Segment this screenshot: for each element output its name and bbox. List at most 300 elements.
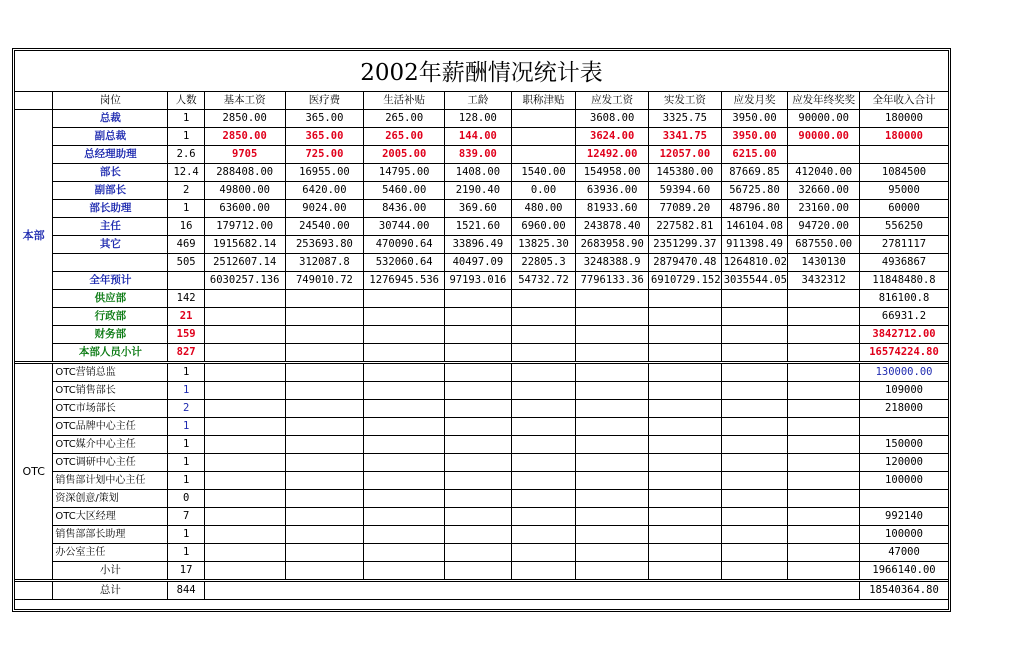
value-cell: 1521.60 — [445, 218, 512, 236]
table-row — [15, 290, 949, 308]
value-cell: 6030257.136 — [204, 272, 285, 290]
value-cell — [445, 562, 512, 581]
value-cell — [788, 508, 860, 526]
value-cell: 6420.00 — [285, 182, 364, 200]
table-row — [15, 454, 949, 472]
value-cell — [788, 146, 860, 164]
value-cell — [649, 562, 722, 581]
value-cell — [511, 490, 576, 508]
value-cell: 265.00 — [364, 128, 445, 146]
value-cell — [721, 490, 788, 508]
position-label: 主任 — [53, 218, 168, 236]
value-cell: 2781117 — [860, 236, 949, 254]
total-cell — [860, 490, 949, 508]
position-label: 部长助理 — [53, 200, 168, 218]
value-cell — [721, 344, 788, 363]
value-cell — [204, 290, 285, 308]
value-cell — [721, 363, 788, 382]
value-cell — [649, 436, 722, 454]
value-cell: 11848480.8 — [860, 272, 949, 290]
value-cell — [204, 562, 285, 581]
value-cell — [576, 562, 649, 581]
value-cell: 14795.00 — [364, 164, 445, 182]
column-header: 基本工资 — [204, 92, 285, 110]
value-cell — [576, 490, 649, 508]
value-cell: 12057.00 — [649, 146, 722, 164]
value-cell — [649, 544, 722, 562]
position-label: 销售部计划中心主任 — [53, 472, 168, 490]
value-cell: 33896.49 — [445, 236, 512, 254]
value-cell — [511, 382, 576, 400]
position-label: OTC销售部长 — [53, 382, 168, 400]
headcount-cell: 12.4 — [168, 164, 204, 182]
value-cell — [511, 436, 576, 454]
value-cell — [576, 418, 649, 436]
value-cell: 180000 — [860, 110, 949, 128]
value-cell: 59394.60 — [649, 182, 722, 200]
value-cell: 49800.00 — [204, 182, 285, 200]
value-cell — [204, 544, 285, 562]
value-cell — [364, 290, 445, 308]
table-row — [15, 200, 949, 218]
value-cell: 369.60 — [445, 200, 512, 218]
headcount-cell: 1 — [168, 128, 204, 146]
value-cell — [204, 344, 285, 363]
value-cell: 2850.00 — [204, 128, 285, 146]
value-cell — [576, 436, 649, 454]
value-cell — [576, 308, 649, 326]
value-cell — [204, 400, 285, 418]
value-cell: 365.00 — [285, 110, 364, 128]
value-cell — [649, 344, 722, 363]
value-cell — [204, 526, 285, 544]
value-cell — [721, 418, 788, 436]
value-cell — [721, 326, 788, 344]
total-cell: 109000 — [860, 382, 949, 400]
value-cell: 365.00 — [285, 128, 364, 146]
value-cell: 412040.00 — [788, 164, 860, 182]
value-cell — [788, 344, 860, 363]
value-cell — [649, 308, 722, 326]
value-cell: 1915682.14 — [204, 236, 285, 254]
headcount-cell: 1 — [168, 418, 204, 436]
table-row — [15, 400, 949, 418]
value-cell — [721, 290, 788, 308]
value-cell: 144.00 — [445, 128, 512, 146]
value-cell — [649, 400, 722, 418]
headcount-cell: 2 — [168, 182, 204, 200]
value-cell — [445, 344, 512, 363]
value-cell: 95000 — [860, 182, 949, 200]
position-label: 部长 — [53, 164, 168, 182]
headcount-cell: 16 — [168, 218, 204, 236]
value-cell: 532060.64 — [364, 254, 445, 272]
value-cell — [511, 418, 576, 436]
value-cell — [788, 562, 860, 581]
headcount-cell: 844 — [168, 581, 204, 600]
value-cell — [511, 363, 576, 382]
value-cell — [445, 490, 512, 508]
value-cell — [364, 436, 445, 454]
value-cell: 2879470.48 — [649, 254, 722, 272]
position-label: 供应部 — [53, 290, 168, 308]
value-cell — [285, 326, 364, 344]
value-cell — [285, 508, 364, 526]
headcount-cell: 142 — [168, 290, 204, 308]
value-cell — [788, 382, 860, 400]
position-label: 小计 — [53, 562, 168, 581]
value-cell: 3432312 — [788, 272, 860, 290]
value-cell — [511, 326, 576, 344]
value-cell: 63936.00 — [576, 182, 649, 200]
total-cell: 47000 — [860, 544, 949, 562]
value-cell: 40497.09 — [445, 254, 512, 272]
value-cell — [445, 454, 512, 472]
position-label: OTC品牌中心主任 — [53, 418, 168, 436]
value-cell — [721, 562, 788, 581]
value-cell: 5460.00 — [364, 182, 445, 200]
value-cell: 0.00 — [511, 182, 576, 200]
value-cell: 32660.00 — [788, 182, 860, 200]
value-cell — [204, 382, 285, 400]
value-cell — [445, 290, 512, 308]
value-cell — [285, 418, 364, 436]
position-label: 办公室主任 — [53, 544, 168, 562]
value-cell: 16955.00 — [285, 164, 364, 182]
salary-table — [14, 91, 949, 600]
table-row — [15, 182, 949, 200]
value-cell — [576, 454, 649, 472]
value-cell — [285, 290, 364, 308]
position-label: 资深创意/策划 — [53, 490, 168, 508]
value-cell: 1540.00 — [511, 164, 576, 182]
value-cell: 56725.80 — [721, 182, 788, 200]
headcount-cell: 17 — [168, 562, 204, 581]
value-cell: 2850.00 — [204, 110, 285, 128]
table-row — [15, 418, 949, 436]
value-cell: 60000 — [860, 200, 949, 218]
headcount-cell: 21 — [168, 308, 204, 326]
value-cell — [445, 526, 512, 544]
value-cell — [445, 508, 512, 526]
value-cell: 687550.00 — [788, 236, 860, 254]
value-cell: 128.00 — [445, 110, 512, 128]
total-cell: 992140 — [860, 508, 949, 526]
value-cell — [649, 326, 722, 344]
position-label: 销售部部长助理 — [53, 526, 168, 544]
position-label: OTC大区经理 — [53, 508, 168, 526]
table-row — [15, 128, 949, 146]
value-cell — [204, 436, 285, 454]
table-row — [15, 272, 949, 290]
value-cell — [364, 363, 445, 382]
value-cell: 2683958.90 — [576, 236, 649, 254]
value-cell: 6215.00 — [721, 146, 788, 164]
value-cell: 24540.00 — [285, 218, 364, 236]
value-cell — [285, 308, 364, 326]
headcount-cell: 1 — [168, 200, 204, 218]
column-header: 实发工资 — [649, 92, 722, 110]
headcount-cell: 1 — [168, 472, 204, 490]
column-header: 工龄 — [445, 92, 512, 110]
value-cell — [649, 454, 722, 472]
value-cell — [511, 526, 576, 544]
value-cell — [788, 454, 860, 472]
value-cell: 13825.30 — [511, 236, 576, 254]
column-header: 岗位 — [53, 92, 168, 110]
value-cell: 3325.75 — [649, 110, 722, 128]
position-label: 全年预计 — [53, 272, 168, 290]
value-cell — [576, 344, 649, 363]
headcount-cell: 1 — [168, 363, 204, 382]
value-cell — [788, 544, 860, 562]
value-cell — [285, 454, 364, 472]
value-cell — [721, 544, 788, 562]
value-cell — [204, 581, 859, 600]
value-cell: 94720.00 — [788, 218, 860, 236]
value-cell — [204, 418, 285, 436]
table-row — [15, 382, 949, 400]
table-row — [15, 308, 949, 326]
group-label-otc: OTC — [15, 363, 53, 581]
value-cell — [364, 418, 445, 436]
value-cell: 7796133.36 — [576, 272, 649, 290]
position-label: OTC营销总监 — [53, 363, 168, 382]
value-cell: 1408.00 — [445, 164, 512, 182]
value-cell — [649, 490, 722, 508]
value-cell: 23160.00 — [788, 200, 860, 218]
value-cell: 253693.80 — [285, 236, 364, 254]
value-cell: 154958.00 — [576, 164, 649, 182]
value-cell: 3341.75 — [649, 128, 722, 146]
value-cell: 2005.00 — [364, 146, 445, 164]
value-cell: 3950.00 — [721, 110, 788, 128]
value-cell — [364, 508, 445, 526]
value-cell: 2512607.14 — [204, 254, 285, 272]
total-cell: 150000 — [860, 436, 949, 454]
position-label: 总计 — [53, 581, 168, 600]
value-cell — [511, 290, 576, 308]
value-cell — [511, 508, 576, 526]
value-cell: 48796.80 — [721, 200, 788, 218]
total-cell: 1966140.00 — [860, 562, 949, 581]
headcount-cell: 827 — [168, 344, 204, 363]
total-cell: 100000 — [860, 526, 949, 544]
position-label: OTC调研中心主任 — [53, 454, 168, 472]
value-cell: 2190.40 — [445, 182, 512, 200]
value-cell — [285, 436, 364, 454]
value-cell: 265.00 — [364, 110, 445, 128]
value-cell: 288408.00 — [204, 164, 285, 182]
value-cell: 1276945.536 — [364, 272, 445, 290]
value-cell — [860, 146, 949, 164]
value-cell: 2351299.37 — [649, 236, 722, 254]
position-label: 本部人员小计 — [53, 344, 168, 363]
value-cell — [204, 454, 285, 472]
headcount-cell: 1 — [168, 544, 204, 562]
value-cell — [204, 490, 285, 508]
value-cell — [204, 326, 285, 344]
position-label: OTC市场部长 — [53, 400, 168, 418]
value-cell — [285, 382, 364, 400]
value-cell: 470090.64 — [364, 236, 445, 254]
value-cell — [649, 290, 722, 308]
headcount-cell: 1 — [168, 526, 204, 544]
headcount-cell: 1 — [168, 382, 204, 400]
value-cell — [721, 308, 788, 326]
value-cell — [721, 382, 788, 400]
value-cell — [445, 436, 512, 454]
value-cell: 6960.00 — [511, 218, 576, 236]
value-cell: 77089.20 — [649, 200, 722, 218]
value-cell — [364, 544, 445, 562]
position-label: 副总裁 — [53, 128, 168, 146]
value-cell — [285, 363, 364, 382]
headcount-cell: 1 — [168, 454, 204, 472]
value-cell: 911398.49 — [721, 236, 788, 254]
table-row — [15, 110, 949, 128]
value-cell — [576, 290, 649, 308]
value-cell — [788, 308, 860, 326]
value-cell — [364, 490, 445, 508]
value-cell: 3624.00 — [576, 128, 649, 146]
value-cell — [511, 146, 576, 164]
value-cell — [364, 308, 445, 326]
headcount-cell: 505 — [168, 254, 204, 272]
value-cell — [511, 110, 576, 128]
position-label: 总经理助理 — [53, 146, 168, 164]
group-label-benbu: 本部 — [15, 110, 53, 363]
value-cell — [788, 490, 860, 508]
position-label: 财务部 — [53, 326, 168, 344]
table-row — [15, 544, 949, 562]
value-cell: 3842712.00 — [860, 326, 949, 344]
total-cell: 218000 — [860, 400, 949, 418]
value-cell — [576, 363, 649, 382]
value-cell — [721, 526, 788, 544]
headcount-cell: 0 — [168, 490, 204, 508]
value-cell — [445, 544, 512, 562]
total-cell: 18540364.80 — [860, 581, 949, 600]
position-label: 其它 — [53, 236, 168, 254]
value-cell — [576, 508, 649, 526]
value-cell — [511, 128, 576, 146]
value-cell — [364, 326, 445, 344]
subtotal-row — [15, 562, 949, 581]
value-cell — [788, 436, 860, 454]
value-cell: 81933.60 — [576, 200, 649, 218]
value-cell: 227582.81 — [649, 218, 722, 236]
value-cell — [445, 326, 512, 344]
total-cell: 100000 — [860, 472, 949, 490]
value-cell — [285, 544, 364, 562]
value-cell — [511, 562, 576, 581]
value-cell: 1430130 — [788, 254, 860, 272]
value-cell — [576, 526, 649, 544]
value-cell — [649, 382, 722, 400]
value-cell — [204, 508, 285, 526]
header-row — [15, 92, 949, 110]
value-cell — [511, 454, 576, 472]
value-cell: 749010.72 — [285, 272, 364, 290]
total-cell: 130000.00 — [860, 363, 949, 382]
value-cell — [788, 418, 860, 436]
column-header: 人数 — [168, 92, 204, 110]
headcount-cell: 159 — [168, 326, 204, 344]
value-cell — [364, 382, 445, 400]
value-cell: 145380.00 — [649, 164, 722, 182]
value-cell — [445, 400, 512, 418]
value-cell: 725.00 — [285, 146, 364, 164]
subtotal-row — [15, 344, 949, 363]
value-cell — [721, 472, 788, 490]
value-cell: 66931.2 — [860, 308, 949, 326]
value-cell — [576, 400, 649, 418]
position-label: 总裁 — [53, 110, 168, 128]
value-cell: 8436.00 — [364, 200, 445, 218]
value-cell — [445, 363, 512, 382]
table-row — [15, 164, 949, 182]
value-cell: 6910729.152 — [649, 272, 722, 290]
value-cell: 180000 — [860, 128, 949, 146]
column-header: 应发工资 — [576, 92, 649, 110]
value-cell: 3950.00 — [721, 128, 788, 146]
value-cell: 90000.00 — [788, 128, 860, 146]
value-cell — [511, 344, 576, 363]
table-row — [15, 236, 949, 254]
value-cell: 90000.00 — [788, 110, 860, 128]
value-cell — [788, 400, 860, 418]
column-header: 生活补贴 — [364, 92, 445, 110]
value-cell: 87669.85 — [721, 164, 788, 182]
value-cell — [576, 326, 649, 344]
value-cell: 3608.00 — [576, 110, 649, 128]
value-cell: 97193.016 — [445, 272, 512, 290]
value-cell — [285, 526, 364, 544]
value-cell: 3248388.9 — [576, 254, 649, 272]
headcount-cell: 1 — [168, 110, 204, 128]
value-cell: 63600.00 — [204, 200, 285, 218]
value-cell — [788, 290, 860, 308]
position-label: 副部长 — [53, 182, 168, 200]
total-cell — [860, 418, 949, 436]
position-label: 行政部 — [53, 308, 168, 326]
headcount-cell — [168, 272, 204, 290]
value-cell — [649, 472, 722, 490]
value-cell: 9024.00 — [285, 200, 364, 218]
value-cell — [445, 418, 512, 436]
value-cell: 480.00 — [511, 200, 576, 218]
value-cell — [511, 308, 576, 326]
grand-total-row — [15, 581, 949, 600]
total-cell: 16574224.80 — [860, 344, 949, 363]
column-header: 应发年终奖奖 — [788, 92, 860, 110]
value-cell: 179712.00 — [204, 218, 285, 236]
value-cell — [649, 508, 722, 526]
value-cell — [364, 454, 445, 472]
table-row — [15, 508, 949, 526]
column-header: 职称津贴 — [511, 92, 576, 110]
value-cell — [285, 490, 364, 508]
value-cell — [204, 308, 285, 326]
value-cell: 556250 — [860, 218, 949, 236]
value-cell — [788, 363, 860, 382]
table-row — [15, 526, 949, 544]
value-cell: 22805.3 — [511, 254, 576, 272]
value-cell — [364, 526, 445, 544]
value-cell: 3035544.05 — [721, 272, 788, 290]
value-cell — [285, 344, 364, 363]
